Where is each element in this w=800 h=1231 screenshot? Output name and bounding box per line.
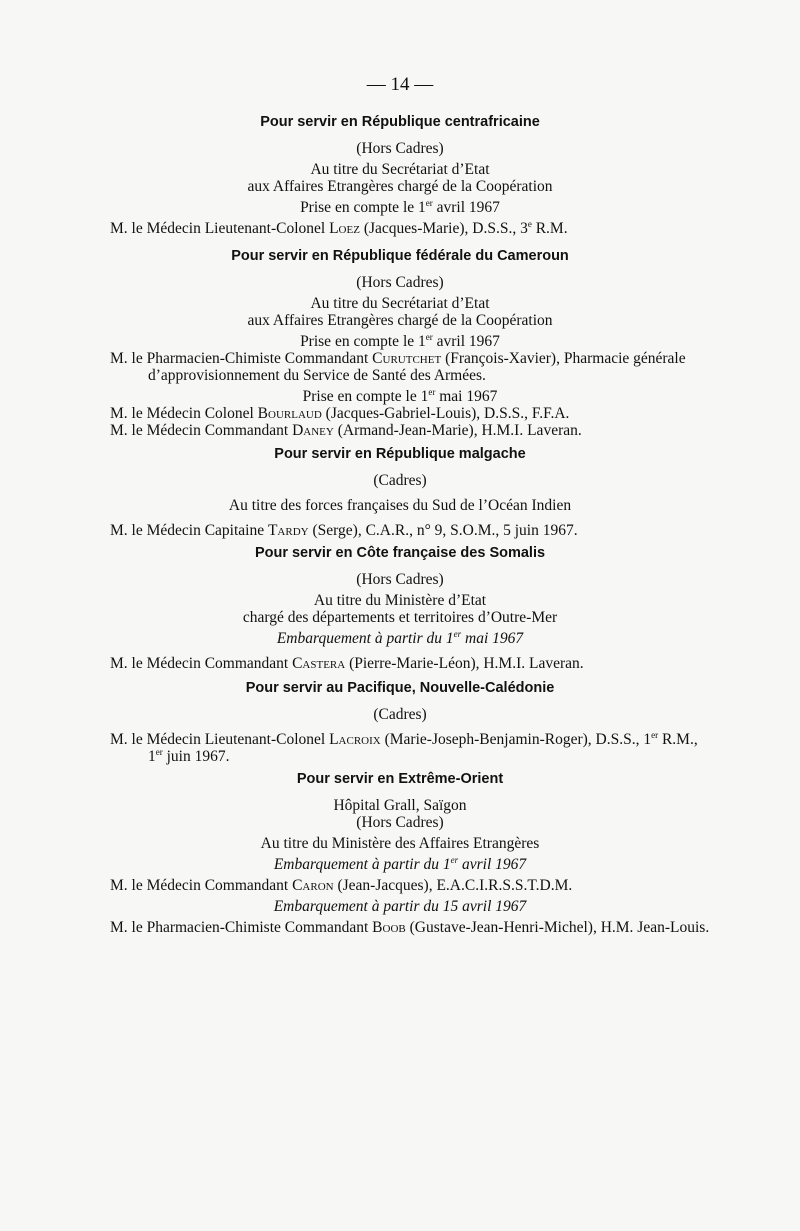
effective-date: Prise en compte le 1er avril 1967 [300,332,500,350]
personnel-entry: M. le Pharmacien-Chimiste Commandant Boob (Gustave-Jean-Henri-Michel), H.M. Jean-Louis. [110,919,710,936]
hospital-name: Hôpital Grall, Saïgon [333,797,467,814]
section-heading: Pour servir en République centrafricaine [260,114,540,130]
embarkation-date: Embarquement à partir du 15 avril 1967 [273,898,527,915]
section-extreme-orient [0,771,800,936]
personnel-entry: M. le Médecin Lieutenant-Colonel Loez (Jacques-Marie), D.S.S., 3e R.M. [110,219,568,237]
personnel-entry: M. le Médecin Commandant Caron (Jean-Jacques), E.A.C.I.R.S.S.T.D.M. [110,877,573,894]
personnel-entry: M. le Médecin Commandant Daney (Armand-Jean-Marie), H.M.I. Laveran. [110,422,582,439]
embarkation-date: Embarquement à partir du 1er mai 1967 [276,629,524,647]
section-heading: Pour servir en Côte française des Somalis [254,545,546,561]
section-malgache [0,446,800,539]
section-heading: Pour servir en République fédérale du Cameroun [231,248,569,264]
personnel-entry: M. le Médecin Colonel Bourlaud (Jacques-Gabriel-Louis), D.S.S., F.F.A. [110,405,570,422]
category-label: (Hors Cadres) [356,140,444,157]
personnel-entry: M. le Médecin Commandant Castera (Pierre-Marie-Léon), H.M.I. Laveran. [110,655,584,672]
category-label: (Cadres) [373,472,427,489]
personnel-entry: M. le Pharmacien-Chimiste Commandant Curutchet (François-Xavier), Pharmacie générale [110,350,686,367]
personnel-entry-continuation: d’approvisionnement du Service de Santé des Armées. [148,367,486,384]
section-somalis [0,545,800,672]
section-heading: Pour servir en Extrême-Orient [296,771,504,787]
effective-date: Prise en compte le 1er avril 1967 [300,198,500,216]
category-label: (Hors Cadres) [356,274,444,291]
section-centrafrique [0,114,800,237]
authority-line: Au titre du Ministère d’Etat [313,592,487,609]
page-number: — 14 — [366,74,434,95]
embarkation-date: Embarquement à partir du 1er avril 1967 [273,855,527,873]
authority-line: Au titre du Ministère des Affaires Etrangères [260,835,540,852]
authority-line: chargé des départements et territoires d’Outre-Mer [242,609,558,626]
section-heading: Pour servir en République malgache [274,446,526,462]
section-pacifique [0,680,800,765]
category-label: (Cadres) [373,706,427,723]
personnel-entry-continuation: 1er juin 1967. [148,747,230,765]
authority-line: aux Affaires Etrangères chargé de la Coopération [247,178,553,195]
authority-line: Au titre du Secrétariat d’Etat [310,295,490,312]
section-cameroun [0,248,800,439]
effective-date: Prise en compte le 1er mai 1967 [302,387,498,405]
authority-line: Au titre des forces françaises du Sud de l’Océan Indien [228,497,572,514]
category-label: (Hors Cadres) [356,571,444,588]
personnel-entry: M. le Médecin Capitaine Tardy (Serge), C.A.R., n° 9, S.O.M., 5 juin 1967. [110,522,578,539]
personnel-entry: M. le Médecin Lieutenant-Colonel Lacroix (Marie-Joseph-Benjamin-Roger), D.S.S., 1er R.M., [110,730,698,748]
category-label: (Hors Cadres) [356,814,444,831]
authority-line: aux Affaires Etrangères chargé de la Coopération [247,312,553,329]
authority-line: Au titre du Secrétariat d’Etat [310,161,490,178]
section-heading: Pour servir au Pacifique, Nouvelle-Calédonie [245,680,555,696]
